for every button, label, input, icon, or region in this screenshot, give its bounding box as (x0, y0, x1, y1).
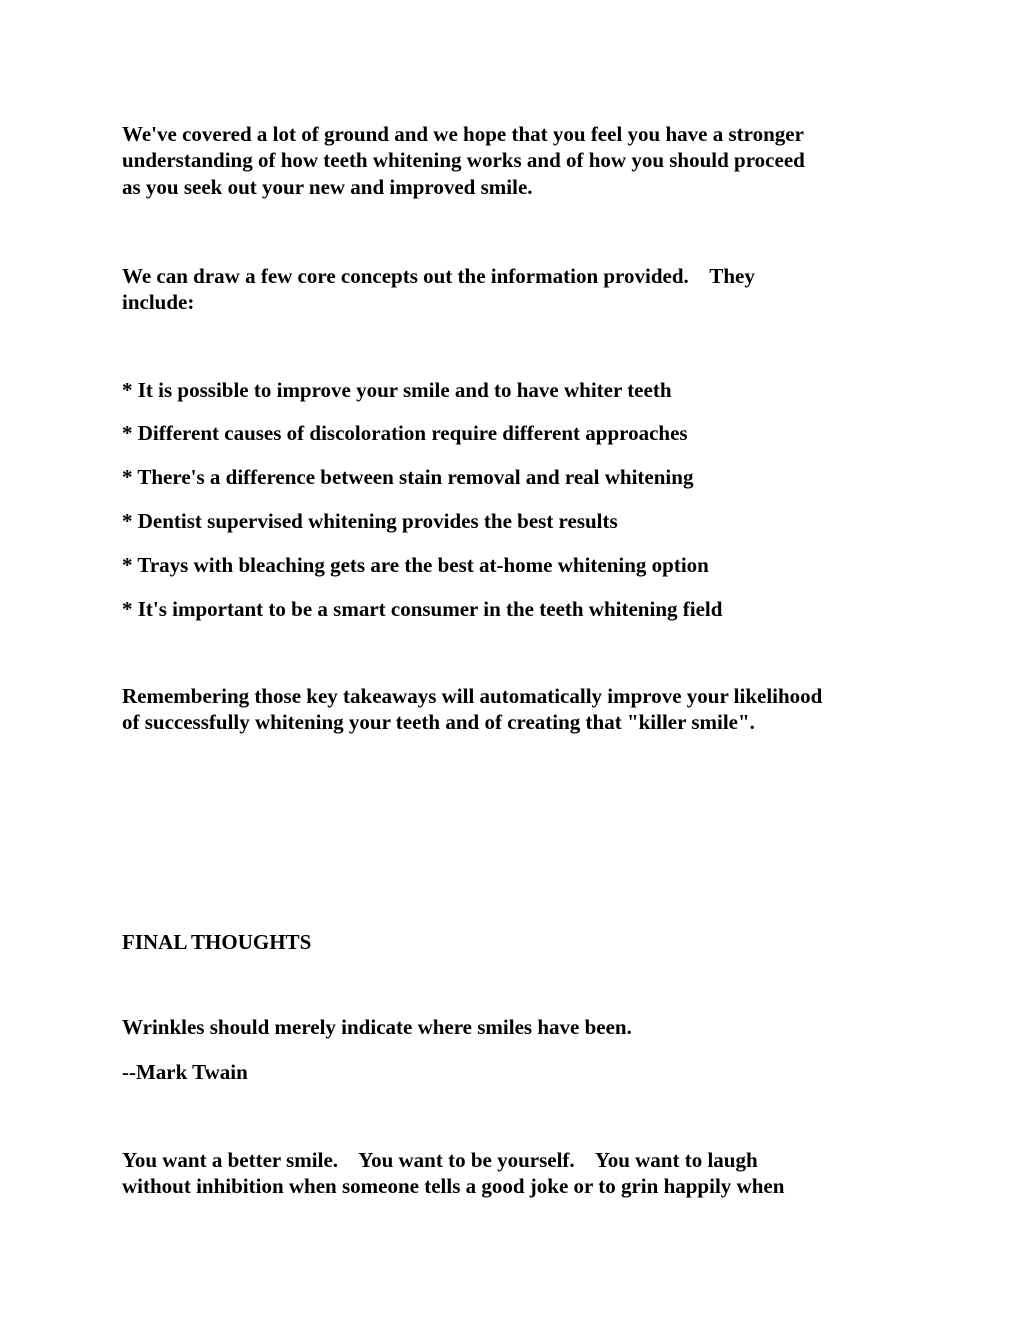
concepts-intro-line: We can draw a few core concepts out the information provided. They (122, 264, 755, 288)
list-item: * Trays with bleaching gets are the best at-home whitening option (122, 553, 709, 577)
closing-line: You want a better smile. You want to be yourself. You want to laugh (122, 1148, 758, 1172)
intro-line: We've covered a lot of ground and we hope that you feel you have a stronger (122, 122, 804, 146)
takeaway-line: of successfully whitening your teeth and of creating that "killer smile". (122, 710, 755, 734)
list-item: * Dentist supervised whitening provides the best results (122, 509, 618, 533)
takeaway-line: Remembering those key takeaways will automatically improve your likelihood (122, 684, 823, 708)
section-heading: FINAL THOUGHTS (122, 930, 312, 954)
quote: Wrinkles should merely indicate where smiles have been. (122, 1015, 632, 1039)
intro-line: understanding of how teeth whitening works and of how you should proceed (122, 148, 805, 172)
list-item: * It's important to be a smart consumer in the teeth whitening field (122, 597, 723, 621)
quote-attribution: --Mark Twain (122, 1060, 248, 1084)
closing-line: without inhibition when someone tells a good joke or to grin happily when (122, 1174, 785, 1198)
intro-line: as you seek out your new and improved smile. (122, 175, 533, 199)
list-item: * Different causes of discoloration require different approaches (122, 421, 688, 445)
concepts-intro-line: include: (122, 290, 195, 314)
list-item: * There's a difference between stain removal and real whitening (122, 465, 694, 489)
list-item: * It is possible to improve your smile and to have whiter teeth (122, 378, 672, 402)
